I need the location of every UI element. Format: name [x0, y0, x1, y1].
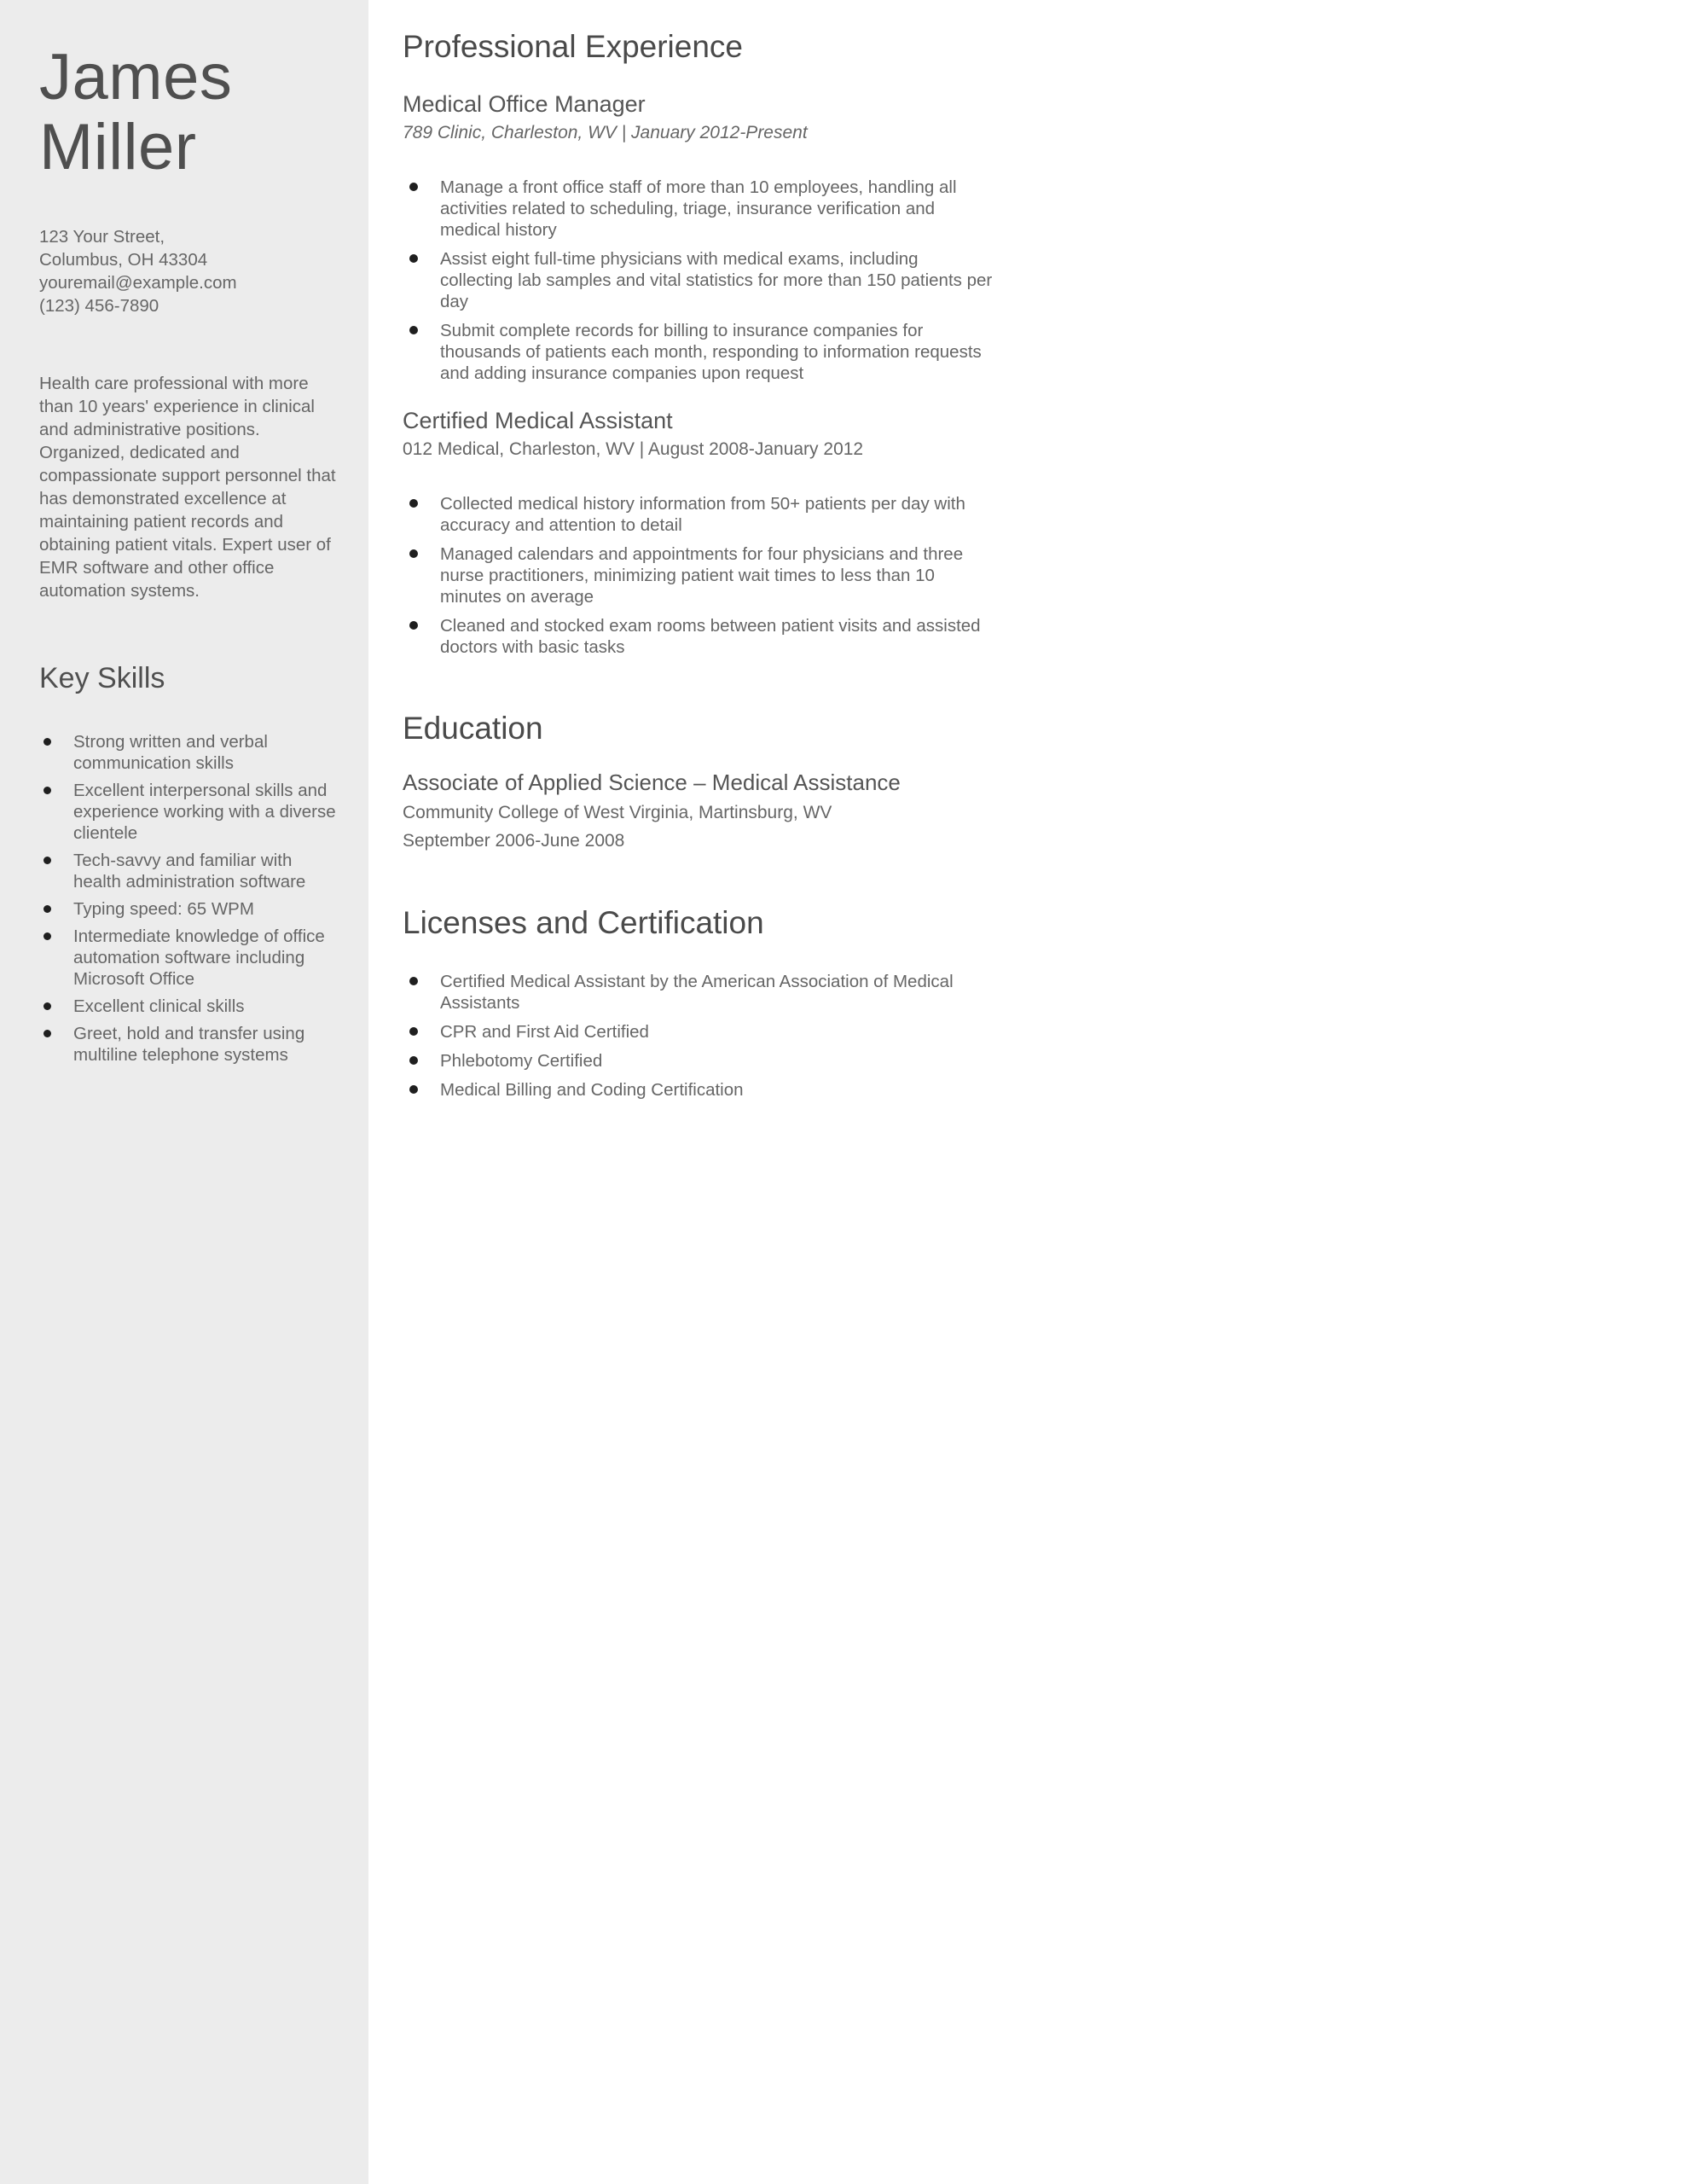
main-column [368, 0, 1687, 2184]
license-item: Certified Medical Assistant by the American Association of Medical Assistants [403, 971, 995, 1014]
skill-item: Intermediate knowledge of office automation software including Microsoft Office [39, 926, 338, 990]
education-title: Education [403, 710, 543, 746]
job-title: Medical Office Manager [403, 90, 646, 117]
main-content [403, 29, 995, 1101]
address-line-1: 123 Your Street, [39, 227, 165, 247]
skill-item: Typing speed: 65 WPM [39, 898, 338, 920]
address-line-2: Columbus, OH 43304 [39, 250, 208, 270]
job-bullet: Manage a front office staff of more than 10 employees, handling all activities related to scheduling, triage, insurance verification and medical history [403, 177, 995, 241]
name-line-1: James [39, 41, 233, 113]
skill-item: Excellent interpersonal skills and experience working with a diverse clientele [39, 780, 338, 844]
license-item: Phlebotomy Certified [403, 1050, 995, 1072]
job-bullet: Cleaned and stocked exam rooms between patient visits and assisted doctors with basic tasks [403, 615, 995, 658]
section-education [403, 711, 995, 853]
phone-text: (123) 456-7890 [39, 296, 159, 317]
job-bullet: Submit complete records for billing to insurance companies for thousands of patients each month, responding to information requests and adding insurance companies upon request [403, 320, 995, 384]
name [39, 43, 338, 183]
skill-item: Strong written and verbal communication skills [39, 731, 338, 774]
job-meta: 012 Medical, Charleston, WV | August 2008-January 2012 [403, 439, 864, 459]
key-skills-title: Key Skills [39, 662, 165, 695]
job-entry-medical-office-manager [403, 90, 995, 384]
job-bullet: Managed calendars and appointments for four physicians and three nurse practitioners, minimizing patient wait times to less than 10 minutes on average [403, 543, 995, 607]
section-professional-experience [403, 29, 995, 658]
job-bullet-list [403, 177, 995, 384]
email-text: youremail@example.com [39, 273, 237, 293]
experience-title: Professional Experience [403, 29, 743, 64]
education-dates: September 2006-June 2008 [403, 831, 625, 851]
education-degree: Associate of Applied Science – Medical Assistance [403, 770, 901, 796]
license-item: Medical Billing and Coding Certification [403, 1079, 995, 1101]
sidebar [0, 0, 368, 2184]
job-entry-certified-medical-assistant [403, 406, 995, 658]
job-bullet: Collected medical history information from 50+ patients per day with accuracy and attention to detail [403, 493, 995, 536]
job-bullet: Assist eight full-time physicians with medical exams, including collecting lab samples and vital statistics for more than 150 patients per day [403, 248, 995, 312]
skill-item: Tech-savvy and familiar with health administration software [39, 850, 338, 892]
job-title: Certified Medical Assistant [403, 407, 673, 433]
skill-item: Greet, hold and transfer using multiline telephone systems [39, 1023, 338, 1066]
professional-summary: Health care professional with more than 10 years' experience in clinical and administrative positions. Organized, dedicated and compassionate support personnel that has demonstrated excellence at maintaining patient records and obtaining patient vitals. Expert user of EMR software and other office automation systems. [39, 374, 336, 601]
license-item: CPR and First Aid Certified [403, 1021, 995, 1043]
skill-item: Excellent clinical skills [39, 996, 338, 1017]
name-line-2: Miller [39, 111, 197, 184]
job-meta: 789 Clinic, Charleston, WV | January 2012-Present [403, 122, 808, 142]
licenses-title: Licenses and Certification [403, 905, 764, 941]
licenses-list [403, 971, 995, 1101]
section-licenses-certification [403, 905, 995, 1101]
contact-block [39, 225, 338, 317]
key-skills-list [39, 731, 338, 1066]
job-bullet-list [403, 493, 995, 658]
education-school: Community College of West Virginia, Martinsburg, WV [403, 803, 832, 823]
